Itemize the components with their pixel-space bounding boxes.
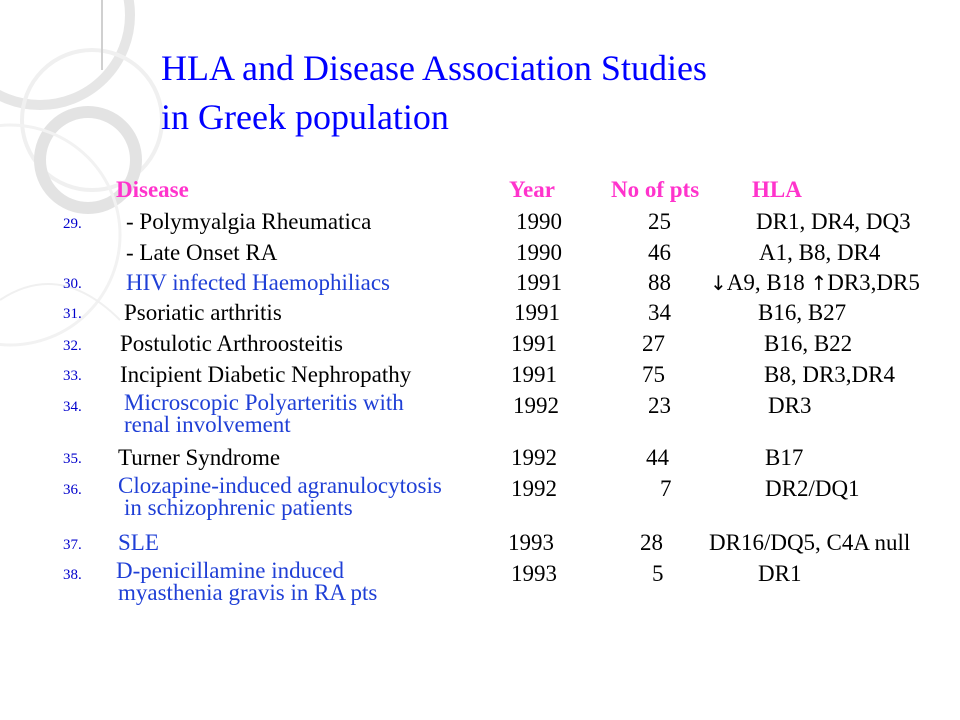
disease-cell: Postulotic Arthroosteitis — [120, 331, 343, 356]
disease-cell-continued: myasthenia gravis in RA pts — [118, 580, 378, 605]
pts-cell: 44 — [646, 445, 669, 470]
disease-cell: Clozapine-induced agranulocytosis — [118, 473, 442, 498]
row-number: 35. — [63, 451, 82, 467]
row-number: 33. — [63, 368, 82, 384]
hla-cell: B17 — [765, 445, 804, 470]
disease-cell: Psoriatic arthritis — [124, 300, 282, 325]
hla-cell: DR16/DQ5, C4A null — [709, 530, 911, 555]
year-cell: 1991 — [511, 331, 557, 356]
disease-cell: SLE — [118, 530, 159, 555]
header-no-of-pts: No of pts — [611, 177, 700, 202]
disease-cell: Turner Syndrome — [118, 445, 281, 470]
pts-cell: 25 — [648, 209, 671, 234]
hla-cell: B16, B27 — [758, 300, 847, 325]
pts-cell: 7 — [660, 476, 672, 501]
pts-cell: 34 — [648, 300, 671, 325]
disease-cell: Incipient Diabetic Nephropathy — [120, 362, 412, 387]
hla-cell: B8, DR3,DR4 — [764, 362, 895, 387]
hla-cell: DR2/DQ1 — [765, 476, 860, 501]
pts-cell: 28 — [640, 530, 663, 555]
hla-cell: DR1, DR4, DQ3 — [756, 209, 911, 234]
year-cell: 1990 — [516, 209, 562, 234]
hla-cell — [710, 270, 920, 296]
header-year: Year — [509, 177, 555, 202]
pts-cell: 88 — [648, 270, 671, 295]
row-number: 30. — [63, 276, 82, 292]
year-cell: 1991 — [514, 300, 560, 325]
row-number: 37. — [63, 537, 82, 553]
header-disease: Disease — [116, 177, 189, 202]
hla-cell: DR1 — [758, 561, 802, 586]
row-number: 29. — [63, 216, 82, 232]
slide-title-line-2: in Greek population — [161, 97, 449, 137]
pts-cell: 75 — [642, 362, 665, 387]
year-cell: 1993 — [508, 530, 554, 555]
hla-increased-alleles: DR3,DR5 — [827, 270, 920, 295]
disease-cell-continued: in schizophrenic patients — [124, 495, 353, 520]
year-cell: 1993 — [511, 561, 557, 586]
hla-decreased-alleles: A9, B18 — [726, 270, 811, 295]
pts-cell: 27 — [642, 331, 665, 356]
row-number: 34. — [63, 399, 82, 415]
year-cell: 1990 — [516, 240, 562, 265]
hla-cell: DR3 — [768, 393, 812, 418]
year-cell: 1992 — [511, 476, 557, 501]
disease-cell: Microscopic Polyarteritis with — [124, 390, 404, 415]
disease-cell: D-penicillamine induced — [116, 558, 345, 583]
down-arrow-icon: ↓ — [710, 271, 727, 295]
disease-cell: - Late Onset RA — [126, 240, 278, 265]
year-cell: 1991 — [511, 362, 557, 387]
year-cell: 1991 — [516, 270, 562, 295]
pts-cell: 23 — [648, 393, 671, 418]
row-number: 32. — [63, 338, 82, 354]
year-cell: 1992 — [513, 393, 559, 418]
disease-cell: HIV infected Haemophiliacs — [126, 270, 390, 295]
disease-cell-continued: renal involvement — [124, 412, 291, 437]
up-arrow-icon: ↑ — [810, 271, 828, 295]
disease-cell: - Polymyalgia Rheumatica — [126, 209, 372, 234]
year-cell: 1992 — [511, 445, 557, 470]
hla-cell: B16, B22 — [764, 331, 853, 356]
row-number: 36. — [63, 482, 82, 498]
pts-cell: 5 — [652, 561, 664, 586]
slide-title-line-1: HLA and Disease Association Studies — [161, 48, 707, 88]
row-number: 38. — [63, 567, 82, 583]
pts-cell: 46 — [648, 240, 671, 265]
header-hla: HLA — [752, 177, 802, 202]
hla-cell: A1, B8, DR4 — [759, 240, 881, 265]
row-number: 31. — [63, 306, 82, 322]
